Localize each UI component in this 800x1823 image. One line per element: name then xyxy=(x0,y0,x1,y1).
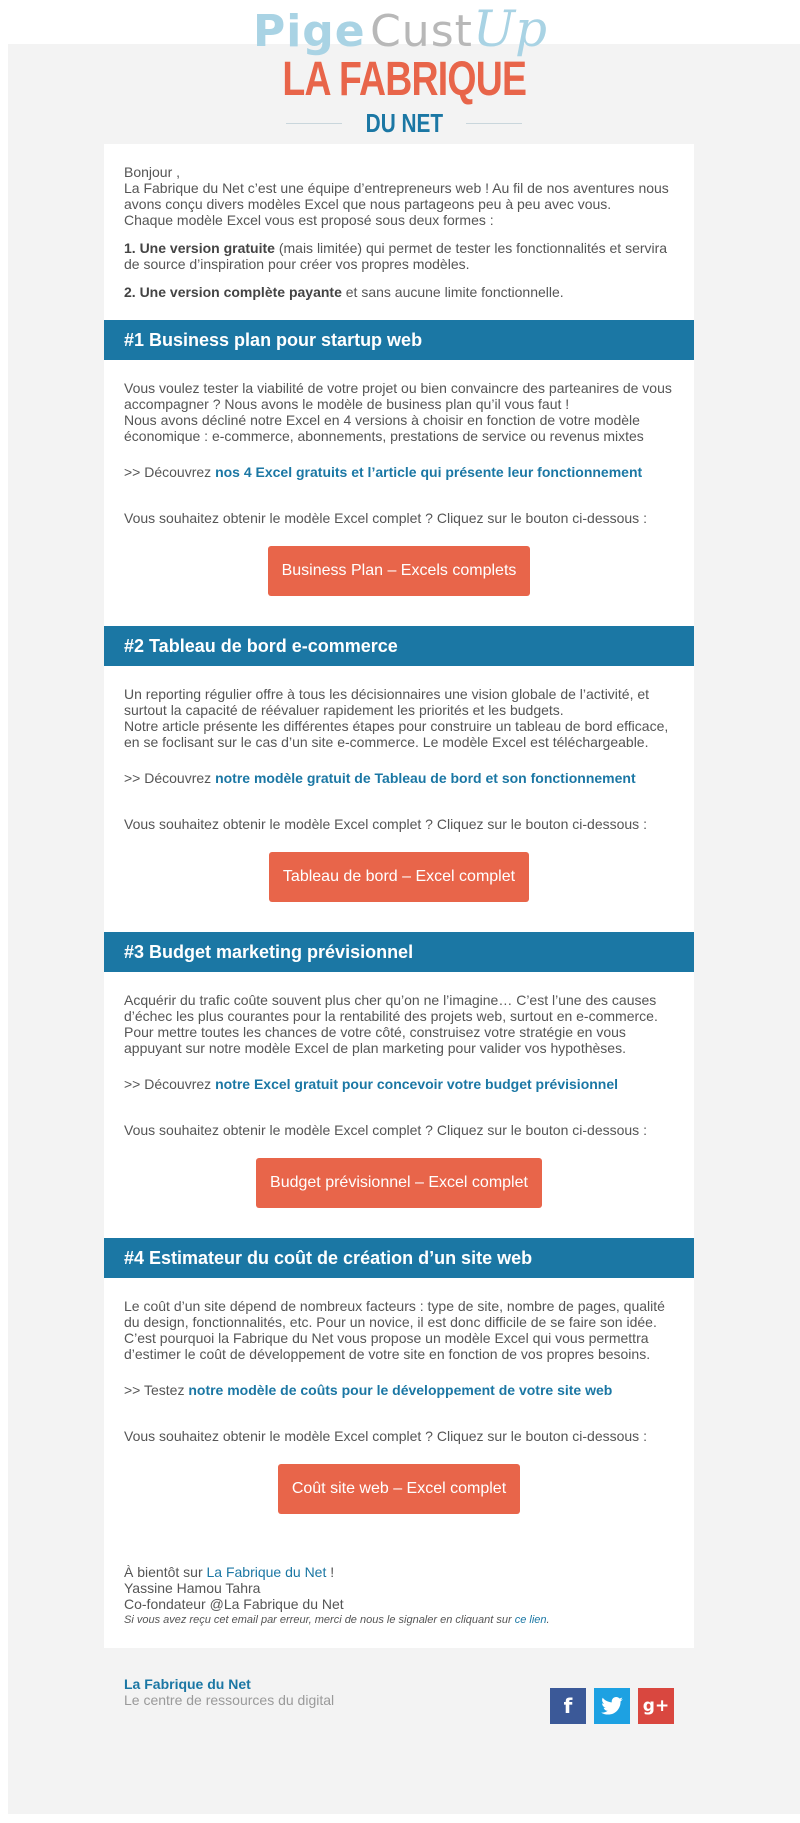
section-1-discover-link[interactable]: nos 4 Excel gratuits et l’article qui présente leur fonctionnement xyxy=(215,464,643,480)
intro-item-2-bold: 2. Une version complète payante xyxy=(124,284,342,300)
closing-suffix: ! xyxy=(326,1564,335,1580)
social-links xyxy=(550,1688,674,1724)
logo-divider-right xyxy=(466,123,522,124)
section-3-discover-link[interactable]: notre Excel gratuit pour concevoir votre budget prévisionnel xyxy=(215,1076,619,1092)
section-1-discover-prefix: >> Découvrez xyxy=(124,464,216,480)
watermark-cust: Cust xyxy=(370,6,473,57)
intro-item-1 xyxy=(124,240,674,272)
error-notice-suffix: . xyxy=(546,1614,550,1626)
section-3-ask: Vous souhaitez obtenir le modèle Excel complet ? Cliquez sur le bouton ci-dessous : xyxy=(124,1122,647,1138)
error-report-link[interactable]: ce lien xyxy=(514,1614,547,1626)
cout-site-web-button[interactable]: Coût site web – Excel complet xyxy=(278,1464,520,1514)
section-3-title: #3 Budget marketing prévisionnel xyxy=(104,932,694,972)
intro-line-1: La Fabrique du Net c’est une équipe d’entrepreneurs web ! Au fil de nos aventures nous avons conçu divers modèles Excel que nous partageons peu à peu avec vous. xyxy=(124,180,669,212)
footer-tagline: Le centre de ressources du digital xyxy=(124,1692,335,1708)
section-4-discover-prefix: >> Testez xyxy=(124,1382,189,1398)
section-3-discover-prefix: >> Découvrez xyxy=(124,1076,216,1092)
section-2-discover-link[interactable]: notre modèle gratuit de Tableau de bord et son fonctionnement xyxy=(215,770,636,786)
twitter-bird-icon xyxy=(601,1697,623,1715)
intro-line-2: Chaque modèle Excel vous est proposé sous deux formes : xyxy=(124,212,494,228)
business-plan-button[interactable]: Business Plan – Excels complets xyxy=(268,546,531,596)
error-notice xyxy=(124,1612,674,1628)
brand-logo[interactable] xyxy=(8,54,800,139)
section-4-ask: Vous souhaitez obtenir le modèle Excel complet ? Cliquez sur le bouton ci-dessous : xyxy=(124,1428,647,1444)
footer-brand[interactable]: La Fabrique du Net xyxy=(124,1676,251,1692)
section-2-paragraph-2: Notre article présente les différentes étapes pour construire un tableau de bord efficace, en se foclisant sur le cas d’un site e-commerce. Le modèle Excel est téléchargeable. xyxy=(124,718,669,750)
signature-role: Co-fondateur @La Fabrique du Net xyxy=(124,1596,344,1612)
facebook-icon[interactable]: f xyxy=(550,1688,586,1724)
section-4-discover-link[interactable]: notre modèle de coûts pour le développement de votre site web xyxy=(188,1382,613,1398)
section-3-paragraph-2: Pour mettre toutes les chances de votre côté, construisez votre stratégie en vous appuyant sur notre modèle Excel de plan marketing pour valider vos hypothèses. xyxy=(124,1024,626,1056)
section-1-body xyxy=(104,360,694,626)
section-2-discover-prefix: >> Découvrez xyxy=(124,770,216,786)
section-2-discover xyxy=(124,770,674,786)
budget-previsionnel-button[interactable]: Budget prévisionnel – Excel complet xyxy=(256,1158,542,1208)
signature-name: Yassine Hamou Tahra xyxy=(124,1580,261,1596)
section-2-title: #2 Tableau de bord e-commerce xyxy=(104,626,694,666)
intro-item-2-rest: et sans aucune limite fonctionnelle. xyxy=(341,284,564,300)
closing-prefix: À bientôt sur xyxy=(124,1564,207,1580)
section-1-paragraph-1: Vous voulez tester la viabilité de votre projet ou bien convaincre des parteanires de vous accompagner ? Nous avons le modèle de business plan qu’il vous faut ! xyxy=(124,380,672,412)
section-1-title: #1 Business plan pour startup web xyxy=(104,320,694,360)
section-3-body xyxy=(104,972,694,1238)
intro-block xyxy=(104,144,694,320)
email-content xyxy=(104,144,694,1758)
section-4-paragraph-2: C’est pourquoi la Fabrique du Net vous propose un modèle Excel qui vous permettra d’estimer le coût de développement de votre site en fonction de vos propres besoins. xyxy=(124,1330,651,1362)
intro-item-2 xyxy=(124,284,674,300)
section-1-paragraph-2: Nous avons décliné notre Excel en 4 versions à choisir en fonction de votre modèle économique : e-commerce, abonnements, prestations de service ou revenus mixtes xyxy=(124,412,644,444)
watermark-up: Up xyxy=(472,0,548,58)
twitter-icon[interactable] xyxy=(594,1688,630,1724)
google-plus-icon[interactable]: g+ xyxy=(638,1688,674,1724)
section-2-body xyxy=(104,666,694,932)
email-background xyxy=(8,44,800,1814)
section-2-ask: Vous souhaitez obtenir le modèle Excel complet ? Cliquez sur le bouton ci-dessous : xyxy=(124,816,647,832)
logo-main-text: LA FABRIQUE xyxy=(282,53,526,106)
intro-item-1-bold: 1. Une version gratuite xyxy=(124,240,275,256)
error-notice-text: Si vous avez reçu cet email par erreur, merci de nous le signaler en cliquant sur xyxy=(124,1614,515,1626)
section-2-paragraph-1: Un reporting régulier offre à tous les décisionnaires une vision globale de l’activité, et surtout la capacité de réévaluer rapidement les priorités et les budgets. xyxy=(124,686,650,718)
section-4-paragraph-1: Le coût d’un site dépend de nombreux facteurs : type de site, nombre de pages, qualité du design, fonctionnalités, etc. Pour un novice, il est donc difficile de se faire son idée. xyxy=(124,1298,665,1330)
tableau-de-bord-button[interactable]: Tableau de bord – Excel complet xyxy=(269,852,529,902)
logo-divider-left xyxy=(286,123,342,124)
section-3-paragraph-1: Acquérir du trafic coûte souvent plus cher qu’on ne l’imagine… C’est l’une des causes d’échec les plus courantes pour la rentabilité des projets web, surtout en e-commerce. xyxy=(124,992,658,1024)
section-1-discover xyxy=(124,464,674,480)
logo-sub-text: DU NET xyxy=(365,108,443,138)
section-3-discover xyxy=(124,1076,674,1092)
section-1-ask: Vous souhaitez obtenir le modèle Excel complet ? Cliquez sur le bouton ci-dessous : xyxy=(124,510,647,526)
section-4-body xyxy=(104,1278,694,1544)
watermark-pige: Pige xyxy=(252,6,366,57)
intro-item-1-rest: (mais limitée) qui permet de tester les fonctionnalités et servira de source d’inspiration pour créer vos propres modèles. xyxy=(124,240,668,272)
greeting: Bonjour , xyxy=(124,164,181,180)
footer xyxy=(104,1648,694,1758)
section-4-discover xyxy=(124,1382,674,1398)
closing-block xyxy=(104,1544,694,1648)
section-4-title: #4 Estimateur du coût de création d’un site web xyxy=(104,1238,694,1278)
closing-site-link[interactable]: La Fabrique du Net xyxy=(206,1564,327,1580)
closing-signoff xyxy=(124,1564,674,1580)
